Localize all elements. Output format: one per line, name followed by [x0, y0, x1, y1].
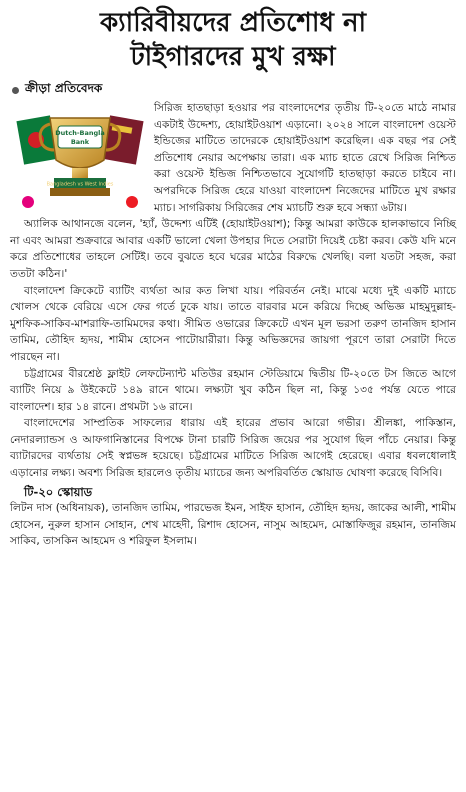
paragraph-4: চট্টগ্রামের বীরশ্রেষ্ঠ ফ্লাইট লেফটেন্যান্ট মতিউর রহমান স্টেডিয়ামে দ্বিতীয় টি-২০তে টস জিতে আগে ব্যাটিং নিয়ে ৯ উইকেটে ১৪৯ রানে থামে। লক্ষ্যটা খুব কঠিন ছিল না, কিন্তু ১৩৫ পর্যন্ত যেতে পারে বাংলাদেশ। হার ১৪ রানে। প্রথমটা ১৬ রানে। — [10, 367, 456, 413]
headline-line-2: টাইগারদের মুখ রক্ষা — [130, 42, 336, 72]
logo-brand-line-2: Bank — [70, 138, 90, 146]
headline-line-1: ক্যারিবীয়দের প্রতিশোধ না — [99, 8, 367, 38]
paragraph-5: বাংলাদেশের সাম্প্রতিক সাফল্যের ধারায় এই হারের প্রভাব আরো গভীর। শ্রীলঙ্কা, পাকিস্তান, নেদারল্যান্ডস ও আফগানিস্তানের বিপক্ষে টানা চারটি সিরিজ জয়ের পর সুযোগ ছিল পাঁচে নেয়ার। কিন্তু ব্যাটারদের ব্যর্থতায় সেই স্বপ্নভঙ্গ হয়েছে। চট্টগ্রামের মাটিতে সিরিজ আগেই হেরেছে। এবার ধবলধোলাই এড়ানোর লক্ষ্য। অবশ্য সিরিজ হারলেও তৃতীয় ম্যাচের জন্য অপরিবর্তিত স্কোয়াড ঘোষণা করেছে বিসিবি। — [10, 417, 456, 480]
byline-text: ক্রীড়া প্রতিবেদক — [25, 81, 103, 95]
logo-ribbon-text: Bangladesh vs West Indies — [46, 181, 114, 188]
logo-brand-line-1: Dutch-Bangla — [55, 129, 105, 137]
squad-list: লিটন দাস (অধিনায়ক), তানজিদ তামিম, পারভেজ ইমন, সাইফ হাসান, তৌহিদ হৃদয়, জাকের আলী, শামীম হোসেন, নুরুল হাসান সোহান, শেখ মাহেদী, রিশাদ হোসেন, নাসুম আহমেদ, মোস্তাফিজুর রহমান, তানজিম সাকিব, তাসকিন আহমেদ ও শরিফুল ইসলাম। — [10, 502, 456, 548]
squad-heading: টি-২০ স্কোয়াড — [24, 484, 93, 499]
byline — [10, 80, 456, 100]
article — [0, 6, 466, 792]
lead-section — [10, 100, 456, 216]
paragraph-1: সিরিজ হাতছাড়া হওয়ার পর বাংলাদেশের তৃতীয় টি-২০তে মাঠে নামার একটাই উদ্দেশ্য, হোয়াইটওয়াশ এড়ানো। ২০২৪ সালে বাংলাদেশ ওয়েস্ট ইন্ডিজের মাটিতে তাদেরকে হোয়াইটওয়াশ করেছিল। এক বছর পর সেই প্রতিশোধ নেয়ার অপেক্ষায় তারা। এক ম্যাচ হাতে রেখে সিরিজ নিশ্চিত করা ওয়েস্ট ইন্ডিজ নিশ্চিতভাবে সুযোগটি হাতছাড়া করতে চাইবে না। অপরদিকে সিরিজ হেরে যাওয়া বাংলাদেশ নিজেদের মাটিতে মুখ রক্ষার ম্যাচ। সাগরিকায় সিরিজের শেষ ম্যাচটি শুরু হবে সন্ধ্যা ৬টায়। — [154, 102, 456, 214]
paragraph-2: অ্যালিক আথানজে বলেন, 'হ্যাঁ, উদ্দেশ্য এটিই (হোয়াইটওয়াশ); কিন্তু আমরা কাউকে হালকাভাবে নিচ্ছি না এবং আমরা শুক্রবারে আবার একটি ভালো খেলা উপহার দিতে সেরাটা দিয়েই চেষ্টা করব। কেউ যদি মনে করে প্রতিশোধের তাহলে সেটিই। তবে বুঝতে হবে ঘরের মাঠের বিরুদ্ধে খেলছি। বলা যতটা সহজ, করা ততটা কঠিন।' — [10, 218, 456, 280]
headline — [10, 6, 456, 74]
article-body — [10, 100, 456, 550]
series-trophy-logo-image — [14, 104, 146, 212]
paragraph-3: বাংলাদেশ ক্রিকেটে ব্যাটিং ব্যর্থতা আর কত লিখা যায়। পরিবর্তন নেই। মাঝে মধ্যে দুই একটি ম্যাচে খোলস থেকে বেরিয়ে এসে ফের গর্তে ঢুকে যায়। তাতে বারবার মনে করিয়ে দিচ্ছে অভিজ্ঞ মাহমুদুল্লাহ-মুশফিক-সাকিব-মাশরাফি-তামিমদের কথা। সীমিত ওভারের ক্রিকেটে এখন মূল ভরসা তরুণ তানজিদ হাসান তামিম, তৌহিদ হৃদয়, শামীম হোসেন পাটোয়ারীরা। কিন্তু অভিজ্ঞদের জায়গা পূরণে তারা সেরাটা দিতে পারছেন না। — [10, 284, 456, 363]
bullet-icon — [12, 87, 19, 94]
